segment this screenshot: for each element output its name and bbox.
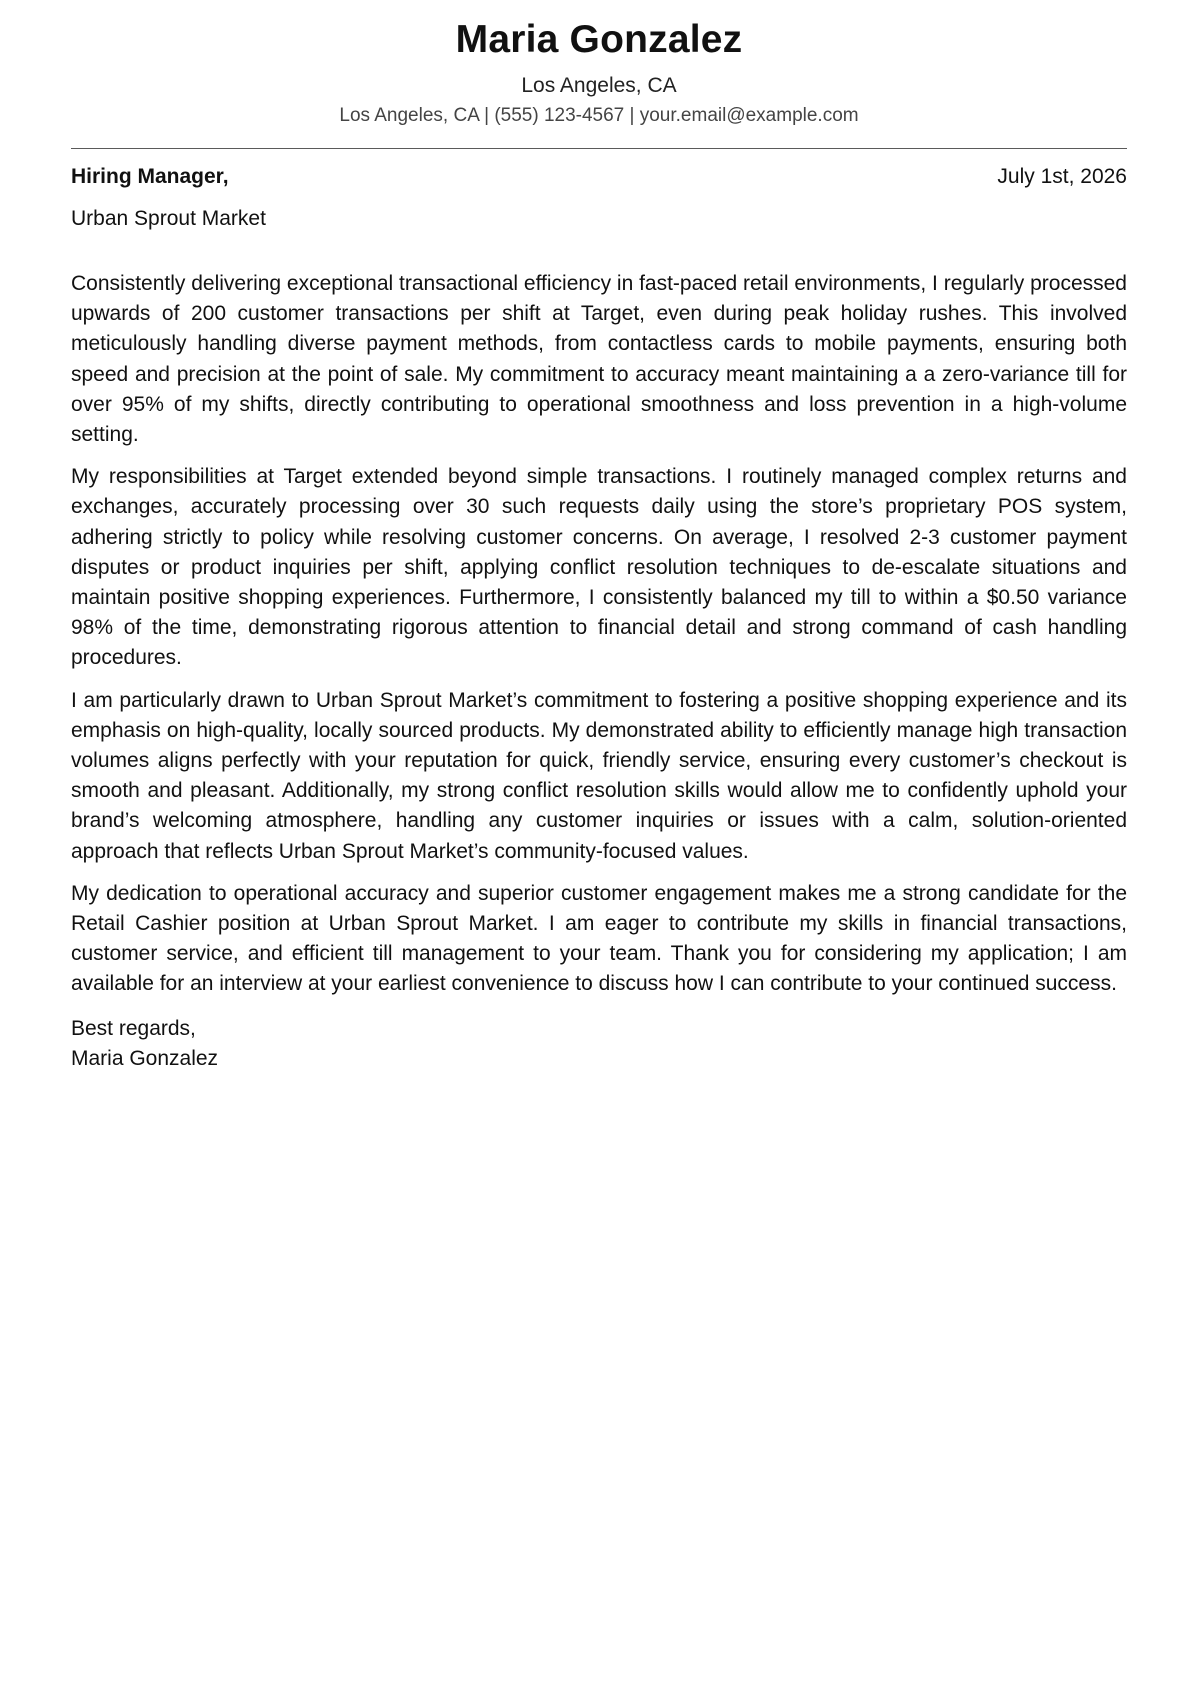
letter-header	[71, 0, 1127, 129]
body-paragraph: My responsibilities at Target extended beyond simple transactions. I routinely managed complex returns and exchanges, accurately processing over 30 such requests daily using the store’s proprietary POS system, adhering strictly to policy while resolving customer concerns. On average, I resolved 2-3 customer payment disputes or product inquiries per shift, applying conflict resolution techniques to de-escalate situations and maintain positive shopping experiences. Furthermore, I consistently balanced my till to within a $0.50 variance 98% of the time, demonstrating rigorous attention to financial detail and strong command of cash handling procedures.	[71, 465, 1127, 670]
recipient-date-row	[71, 163, 1127, 191]
recipient-salutation: Hiring Manager,	[71, 165, 229, 188]
letter-closing	[71, 1014, 1127, 1074]
closing-phrase: Best regards,	[71, 1016, 196, 1040]
header-divider	[71, 148, 1127, 149]
signature-name: Maria Gonzalez	[71, 1046, 219, 1070]
body-paragraph: Consistently delivering exceptional transactional efficiency in fast-paced retail environments, I regularly processed upwards of 200 customer transactions per shift at Target, even during peak holiday rushes. This involved meticulously handling diverse payment methods, from contactless cards to mobile payments, ensuring both speed and precision at the point of sale. My commitment to accuracy meant maintaining a a zero-variance till for over 95% of my shifts, directly contributing to operational smoothness and loss prevention in a high-volume setting.	[71, 272, 1127, 447]
letter-date: July 1st, 2026	[997, 165, 1127, 188]
company-name: Urban Sprout Market	[71, 207, 266, 230]
applicant-name: Maria Gonzalez	[455, 18, 743, 61]
contact-line: Los Angeles, CA | (555) 123-4567 | your.email@example.com	[339, 105, 859, 126]
cover-letter-page	[71, 0, 1127, 1074]
applicant-location: Los Angeles, CA	[521, 74, 677, 97]
letter-body	[71, 269, 1127, 1000]
body-paragraph: My dedication to operational accuracy and superior customer engagement makes me a strong candidate for the Retail Cashier position at Urban Sprout Market. I am eager to contribute my skills in financial transactions, customer service, and efficient till management to your team. Thank you for considering my application; I am available for an interview at your earliest convenience to discuss how I can contribute to your continued success.	[71, 881, 1127, 996]
body-paragraph: I am particularly drawn to Urban Sprout Market’s commitment to fostering a positive shopping experience and its emphasis on high-quality, locally sourced products. My demonstrated ability to efficiently manage high transaction volumes aligns perfectly with your reputation for quick, friendly service, ensuring every customer’s checkout is smooth and pleasant. Additionally, my strong conflict resolution skills would allow me to confidently uphold your brand’s welcoming atmosphere, handling any customer inquiries or issues with a calm, solution-oriented approach that reflects Urban Sprout Market’s community-focused values.	[71, 688, 1127, 863]
